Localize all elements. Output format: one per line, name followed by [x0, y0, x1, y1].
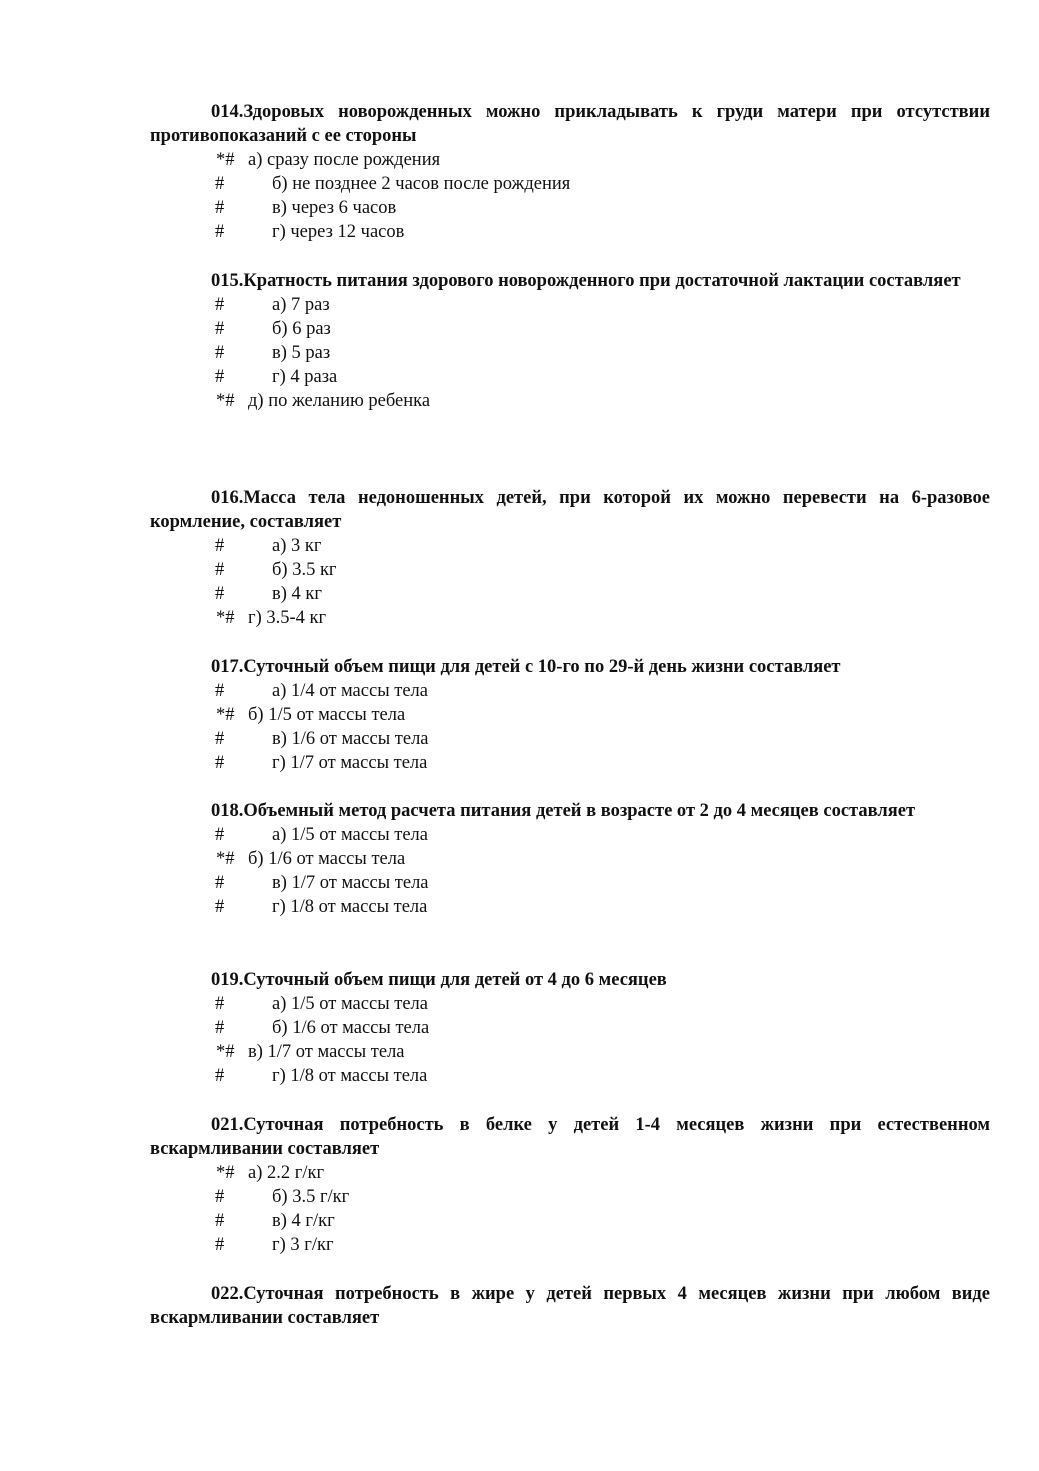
answer-option-correct: [150, 389, 990, 413]
option-text: в) через 6 часов: [272, 198, 397, 218]
option-text: в) 1/7 от массы тела: [272, 873, 429, 893]
option-marker: *#: [216, 391, 235, 411]
answer-options: [150, 679, 990, 775]
option-text: г) через 12 часов: [272, 222, 405, 242]
option-text: г) 4 раза: [272, 367, 338, 387]
option-text: б) 3.5 кг: [272, 560, 337, 580]
option-marker: #: [215, 367, 225, 387]
answer-option: [150, 895, 990, 919]
option-marker: #: [215, 174, 225, 194]
answer-option: [150, 558, 990, 582]
answer-option: [150, 534, 990, 558]
option-text: б) 1/6 от массы тела: [272, 1018, 430, 1038]
question-stem: 016.Масса тела недоношенных детей, при которой их можно перевести на 6-разовое кормление, составляет: [150, 488, 990, 532]
answer-option: [150, 293, 990, 317]
answer-option-correct: [150, 1040, 990, 1064]
option-marker: #: [215, 295, 225, 315]
question-022: [150, 1282, 990, 1330]
option-text: а) 2.2 г/кг: [248, 1163, 325, 1183]
question-stem: 017.Суточный объем пищи для детей с 10-го по 29-й день жизни составляет: [211, 657, 841, 677]
option-marker: #: [215, 897, 225, 917]
option-text: д) по желанию ребенка: [248, 391, 431, 411]
option-text: г) 3 г/кг: [272, 1235, 334, 1255]
answer-options: [150, 148, 990, 244]
option-text: а) 1/5 от массы тела: [272, 994, 428, 1014]
question-stem: 015.Кратность питания здорового новорожденного при достаточной лактации составляет: [211, 271, 961, 291]
option-text: а) сразу после рождения: [248, 150, 441, 170]
option-text: в) 1/7 от массы тела: [248, 1042, 405, 1062]
question-018: [150, 799, 990, 919]
answer-option: [150, 582, 990, 606]
option-text: а) 3 кг: [272, 536, 322, 556]
answer-option: [150, 823, 990, 847]
question-stem: 021.Суточная потребность в белке у детей 1-4 месяцев жизни при естественном вскармливании составляет: [150, 1115, 990, 1159]
answer-options: [150, 992, 990, 1088]
option-marker: #: [215, 222, 225, 242]
answer-option: [150, 1185, 990, 1209]
option-text: г) 3.5-4 кг: [248, 608, 327, 628]
option-marker: #: [215, 873, 225, 893]
option-marker: #: [215, 343, 225, 363]
answer-option-correct: [150, 606, 990, 630]
option-marker: *#: [216, 1163, 235, 1183]
option-text: а) 1/4 от массы тела: [272, 681, 428, 701]
answer-options: [150, 534, 990, 630]
option-marker: #: [215, 319, 225, 339]
question-019: [150, 968, 990, 1088]
answer-option: [150, 172, 990, 196]
option-marker: #: [215, 681, 225, 701]
option-marker: #: [215, 994, 225, 1014]
option-marker: *#: [216, 1042, 235, 1062]
answer-option-correct: [150, 847, 990, 871]
answer-options: [150, 1161, 990, 1257]
answer-option: [150, 751, 990, 775]
question-016: [150, 486, 990, 630]
option-marker: *#: [216, 608, 235, 628]
option-marker: #: [215, 560, 225, 580]
answer-option-correct: [150, 703, 990, 727]
option-text: в) 4 кг: [272, 584, 322, 604]
answer-option: [150, 317, 990, 341]
answer-option: [150, 727, 990, 751]
option-marker: *#: [216, 705, 235, 725]
question-015: [150, 269, 990, 413]
option-text: б) 3.5 г/кг: [272, 1187, 350, 1207]
answer-option: [150, 679, 990, 703]
answer-option: [150, 1016, 990, 1040]
option-text: в) 4 г/кг: [272, 1211, 335, 1231]
option-marker: *#: [216, 849, 235, 869]
option-text: а) 1/5 от массы тела: [272, 825, 428, 845]
question-stem: 018.Объемный метод расчета питания детей в возрасте от 2 до 4 месяцев составляет: [211, 801, 916, 821]
question-017: [150, 655, 990, 775]
option-marker: #: [215, 729, 225, 749]
option-text: в) 5 раз: [272, 343, 331, 363]
option-marker: #: [215, 198, 225, 218]
answer-option: [150, 871, 990, 895]
answer-option: [150, 1209, 990, 1233]
option-text: а) 7 раз: [272, 295, 330, 315]
option-marker: #: [215, 584, 225, 604]
answer-option: [150, 1233, 990, 1257]
option-text: б) 1/6 от массы тела: [248, 849, 406, 869]
option-marker: #: [215, 1018, 225, 1038]
question-stem: 019.Суточный объем пищи для детей от 4 до 6 месяцев: [211, 970, 667, 990]
option-marker: #: [215, 753, 225, 773]
option-marker: #: [215, 1235, 225, 1255]
question-stem: 014.Здоровых новорожденных можно прикладывать к груди матери при отсутствии противопоказаний с ее стороны: [150, 102, 990, 146]
option-marker: #: [215, 536, 225, 556]
answer-option: [150, 196, 990, 220]
option-text: б) не позднее 2 часов после рождения: [272, 174, 571, 194]
answer-options: [150, 293, 990, 413]
option-text: б) 1/5 от массы тела: [248, 705, 406, 725]
answer-option: [150, 220, 990, 244]
question-014: [150, 100, 990, 244]
option-text: г) 1/8 от массы тела: [272, 1066, 428, 1086]
option-text: в) 1/6 от массы тела: [272, 729, 429, 749]
question-stem: 022.Суточная потребность в жире у детей первых 4 месяцев жизни при любом виде вскармливании составляет: [150, 1284, 990, 1328]
answer-option: [150, 341, 990, 365]
option-marker: #: [215, 825, 225, 845]
option-text: б) 6 раз: [272, 319, 331, 339]
question-021: [150, 1113, 990, 1257]
answer-options: [150, 823, 990, 919]
option-text: г) 1/8 от массы тела: [272, 897, 428, 917]
answer-option: [150, 992, 990, 1016]
answer-option: [150, 365, 990, 389]
answer-option-correct: [150, 148, 990, 172]
option-marker: #: [215, 1187, 225, 1207]
option-text: г) 1/7 от массы тела: [272, 753, 428, 773]
answer-option-correct: [150, 1161, 990, 1185]
option-marker: *#: [216, 150, 235, 170]
answer-option: [150, 1064, 990, 1088]
option-marker: #: [215, 1066, 225, 1086]
option-marker: #: [215, 1211, 225, 1231]
